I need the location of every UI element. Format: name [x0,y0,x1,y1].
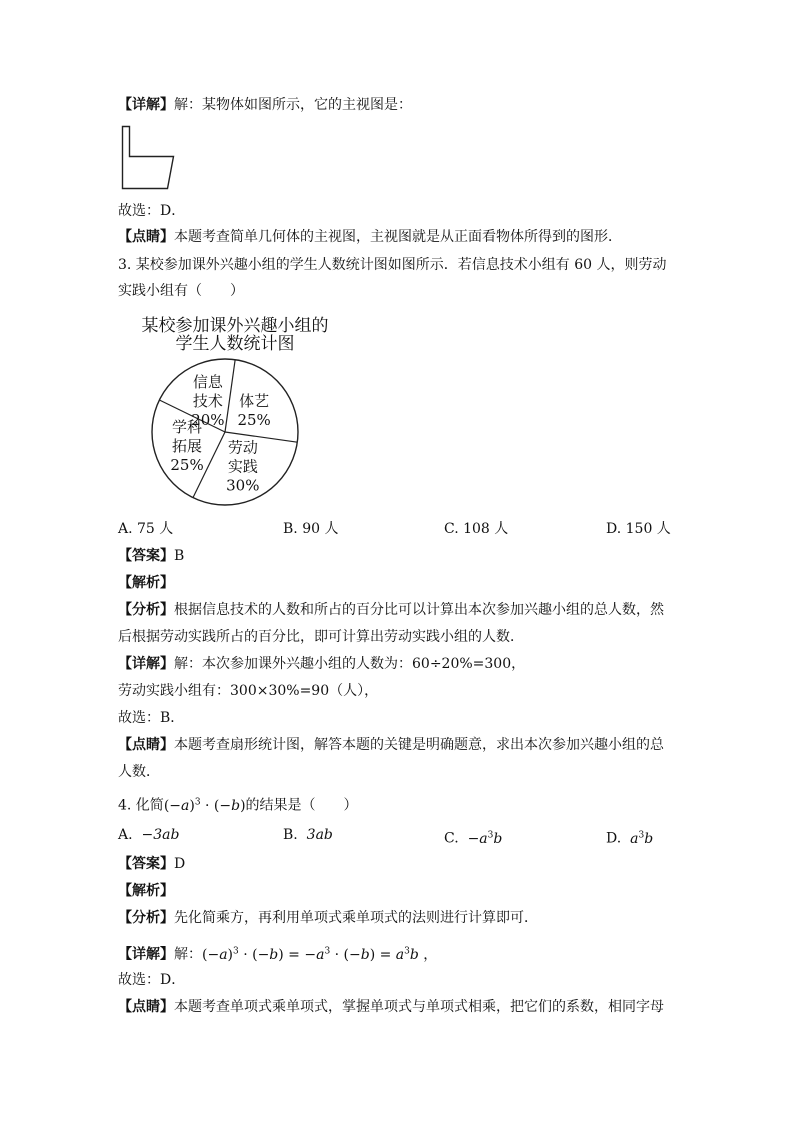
remark-text: 本题考查扇形统计图，解答本题的关键是明确题意，求出本次参加兴趣小组的总 [174,737,664,753]
pie-svg [118,356,348,512]
option-letter: C. [444,830,459,847]
q3-remark-2: 人数． [118,764,160,780]
q4-detail [118,942,437,964]
line-detail [118,96,412,114]
q3-analysis-1 [118,601,664,619]
q4-option-d [606,826,653,848]
q4-expression: $(-a)^3 \cdot (-b)$ [163,797,246,814]
q3-answer [118,547,184,565]
analysis-tag: 【分析】 [118,910,174,926]
remark-text: 本题考查单项式乘单项式，掌握单项式与单项式相乘，把它们的系数，相同字母 [174,999,664,1015]
chart-title-1: 某校参加课外兴趣小组的 [141,316,329,336]
q3-option-d: D. 150 人 [606,521,671,537]
detail-text: 解：本次参加课外兴趣小组的人数为：60÷20%=300， [174,656,526,672]
answer-tag: 【答案】 [118,548,174,564]
q4-remark [118,998,664,1016]
answer-value: D [174,856,186,872]
analysis-text: 根据信息技术的人数和所占的百分比可以计算出本次参加兴趣小组的总人数，然 [174,602,664,618]
q4-option-b [283,826,333,844]
q3-analysis-heading: 【解析】 [118,575,174,591]
remark-tag: 【点睛】 [118,737,174,753]
slice-percent-label: 30% [226,476,260,495]
q4-analysis-heading: 【解析】 [118,883,174,899]
option-math: $a^3b$ [630,830,654,847]
slice-name-label: 技术 [192,391,223,410]
detail-pre: 解： [174,946,202,963]
q4-answer [118,855,185,873]
slice-name-label: 体艺 [239,392,270,411]
line-choose-d: 故选：D． [118,203,186,219]
q4-analysis [118,909,538,927]
q3-option-c: C. 108 人 [444,521,509,537]
option-math: −3ab [141,827,180,843]
detail-tag: 【详解】 [118,656,174,672]
q4-option-c [444,826,502,848]
q4-detail-math: $(-a)^3 \cdot (-b) = -a^3 \cdot (-b) = a^3b$ ， [202,946,438,963]
detail-tag: 【详解】 [118,97,174,113]
remark-text: 本题考查简单几何体的主视图，主视图就是从正面看物体所得到的图形． [174,229,622,245]
chart-title-2: 学生人数统计图 [175,334,295,354]
detail-text: 解：某物体如图所示，它的主视图是： [174,97,412,113]
remark-tag: 【点睛】 [118,229,174,245]
slice-name-label: 劳动 [227,438,258,457]
analysis-text: 先化简乘方，再利用单项式乘单项式的法则进行计算即可． [174,910,538,926]
slice-percent-label: 25% [170,456,204,475]
slice-percent-label: 20% [191,410,225,429]
option-letter: D. [606,830,622,847]
q3-stem-1: 3. 某校参加课外兴趣小组的学生人数统计图如图所示．若信息技术小组有 60 人，则劳动 [118,257,667,273]
q3-analysis-2: 后根据劳动实践所占的百分比，即可计算出劳动实践小组的人数． [118,629,524,645]
q3-option-a: A. 75 人 [118,521,174,537]
slice-name-label: 信息 [192,372,223,391]
slice-percent-label: 25% [237,411,271,430]
detail-tag: 【详解】 [118,946,174,963]
answer-value: B [174,548,185,564]
q4-choose: 故选：D． [118,972,186,988]
q4-stem [118,793,358,815]
line-remark [118,228,622,246]
q3-detail-2: 劳动实践小组有：300×30%=90（人）， [118,683,379,699]
option-math: 3ab [306,827,333,843]
option-math: $-a^3b$ [467,830,503,847]
remark-tag: 【点睛】 [118,999,174,1015]
pie-divider [225,360,235,432]
q4-stem-post: 的结果是（ ） [245,797,358,814]
slice-name-label: 拓展 [172,437,203,456]
front-view-figure [118,122,180,192]
q3-choose: 故选：B． [118,710,185,726]
q3-stem-2: 实践小组有（ ） [118,283,244,299]
q3-remark-1 [118,736,664,754]
q3-detail-1 [118,655,525,673]
option-letter: A. [118,827,133,843]
q4-option-a [118,826,179,844]
q4-stem-pre: 4. 化简 [118,797,164,814]
slice-name-label: 学科 [172,418,203,437]
q3-option-b: B. 90 人 [283,521,339,537]
slice-name-label: 实践 [227,457,258,476]
option-letter: B. [283,827,298,843]
pie-chart [118,312,348,512]
answer-tag: 【答案】 [118,856,174,872]
analysis-tag: 【分析】 [118,602,174,618]
